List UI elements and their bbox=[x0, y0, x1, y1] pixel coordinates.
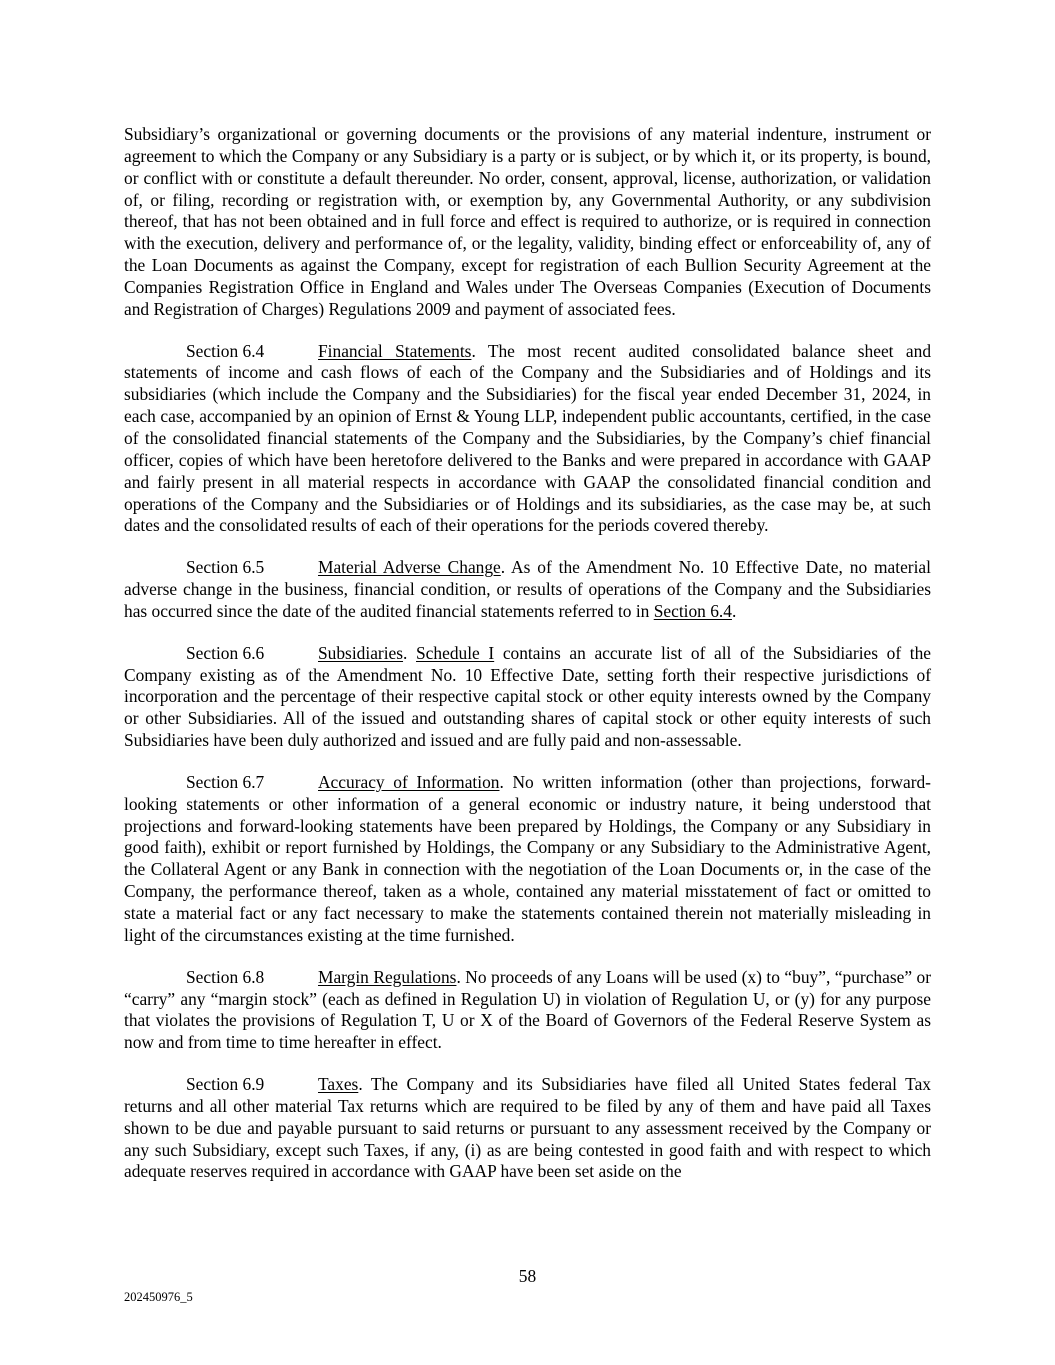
section-text: . The most recent audited consolidated balance sheet and statements of income and cash flows of each of the Company and the Subsidiaries and of Holdings and its subsidiaries (which include the Company and the Subsidiaries) for the fiscal year ended December 31, 2024, in each case, accompanied by an opinion of Ernst & Young LLP, independent public accountants, certified, in the case of the consolidated financial statements of the Company and the Subsidiaries, by the Company’s chief financial officer, copies of which have been heretofore delivered to the Banks and were prepared in accordance with GAAP and fairly present in all material respects in accordance with GAAP the consolidated financial condition and operations of the Company and the Subsidiaries or of Holdings and its subsidiaries, as the case may be, at such dates and the consolidated results of each of their operations for the periods covered thereby. bbox=[124, 340, 932, 536]
section-text: . No proceeds of any Loans will be used (x) to “buy”, “purchase” or “carry” any “margin stock” (each as defined in Regulation U) in violation of Regulation U, or (y) for any purpose that violates the provisions of Regulation T, U or X of the Board of Governors of the Federal Reserve System as now and from time to time hereafter in effect. bbox=[124, 966, 932, 1053]
section-number: Section 6.8 bbox=[186, 966, 265, 987]
page-number: 58 bbox=[518, 1266, 537, 1286]
section-number: Section 6.7 bbox=[186, 771, 265, 792]
section-title: Financial Statements bbox=[318, 340, 472, 361]
cross-reference: Schedule I bbox=[416, 642, 495, 663]
section-6-4-paragraph bbox=[124, 341, 931, 538]
section-number: Section 6.9 bbox=[186, 1074, 265, 1095]
section-text: . No written information (other than projections, forward-looking statements or other information of a general economic or industry nature, it being understood that projections and forward-looking statements have been prepared by Holdings, the Company or any Subsidiary in good faith), exhibit or report furnished by Holdings, the Company or any Subsidiary to the Administrative Agent, the Collateral Agent or any Bank in connection with the negotiation of the Loan Documents or, in the case of the Company, the performance thereof, taken as a whole, contained any material misstatement of fact or omitted to state a material fact or any fact necessary to make the statements contained therein not materially misleading in light of the circumstances existing at the time furnished. bbox=[124, 771, 931, 945]
section-6-9-paragraph bbox=[124, 1074, 931, 1183]
section-title: Subsidiaries bbox=[318, 642, 404, 663]
section-title: Taxes bbox=[318, 1074, 359, 1095]
section-6-6-paragraph bbox=[124, 643, 931, 752]
section-title: Accuracy of Information bbox=[318, 771, 500, 792]
section-text-start: . bbox=[403, 642, 417, 663]
section-number: Section 6.4 bbox=[186, 340, 265, 361]
section-text-end: . bbox=[731, 600, 737, 621]
section-title: Material Adverse Change bbox=[318, 557, 501, 578]
continuation-paragraph: Subsidiary’s organizational or governing documents or the provisions of any material indenture, instrument or agreement to which the Company or any Subsidiary is a party or is subject, or by which it, or its property, is bound, or conflict with or constitute a default thereunder. No order, consent, approval, license, authorization, or validation of, or filing, recording or registration with, or exemption by, any Governmental Authority, or any subdivision thereof, that has not been obtained and in full force and effect is required to authorize, or is required in connection with the execution, delivery and performance of, or the legality, validity, binding effect or enforceability of, any of the Loan Documents as against the Company, except for registration of each Bullion Security Agreement at the Companies Registration Office in England and Wales under The Overseas Companies (Execution of Documents and Registration of Charges) Regulations 2009 and payment of associated fees. bbox=[124, 124, 931, 319]
section-6-5-paragraph bbox=[124, 557, 931, 623]
section-title: Margin Regulations bbox=[318, 966, 457, 987]
section-number: Section 6.5 bbox=[186, 557, 265, 578]
section-6-7-paragraph bbox=[124, 772, 931, 947]
section-text: contains an accurate list of all of the Subsidiaries of the Company existing as of the Amendment No. 10 Effective Date, setting forth their respective jurisdictions of incorporation and the percentage of their respective capital stock or other equity interests owned by the Company or other Subsidiaries. All of the issued and outstanding shares of capital stock or other equity interests of such Subsidiaries have been duly authorized and issued and are fully paid and non-assessable. bbox=[124, 642, 931, 751]
section-number: Section 6.6 bbox=[186, 642, 265, 663]
document-id: 202450976_5 bbox=[124, 1290, 193, 1304]
section-6-8-paragraph bbox=[124, 967, 931, 1054]
document-body bbox=[124, 124, 931, 1203]
section-text: . The Company and its Subsidiaries have filed all United States federal Tax returns and all other material Tax returns which are required to be filed by any of them and have paid all Taxes shown to be due and payable pursuant to said returns or pursuant to any assessment received by the Company or any such Subsidiary, except such Taxes, if any, (i) as are being contested in good faith and with respect to which adequate reserves required in accordance with GAAP have been set aside on the bbox=[124, 1074, 931, 1182]
cross-reference: Section 6.4 bbox=[653, 600, 732, 621]
section-text: . As of the Amendment No. 10 Effective Date, no material adverse change in the business, financial condition, or results of operations of the Company and the Subsidiaries has occurred since the date of the audited financial statements referred to in bbox=[124, 557, 931, 621]
